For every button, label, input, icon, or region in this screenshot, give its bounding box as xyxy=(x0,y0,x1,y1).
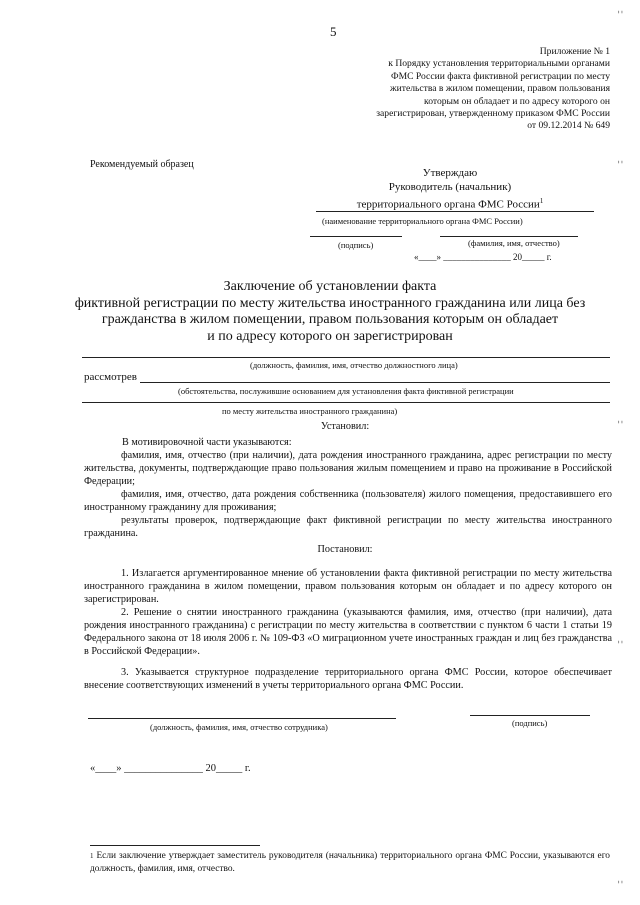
edge-mark: :: xyxy=(616,640,626,644)
title-line: фиктивной регистрации по месту жительства иностранного гражданина или лица без xyxy=(74,295,586,311)
appendix-line: жительства в жилом помещении, правом пользования xyxy=(390,83,610,95)
resolved-item: 1. Излагается аргументированное мнение об установлении факта фиктивной регистрации по месту жительства иностранного гражданина в жилом помещении, правом пользования которым он обладает и по адресу которого он зарегистрирован. xyxy=(84,568,612,605)
signature-caption: (подпись) xyxy=(338,240,374,250)
established-heading: Установил: xyxy=(320,421,370,432)
appendix-header xyxy=(300,46,610,133)
title-line: гражданства в жилом помещении, правом пользования которым он обладает xyxy=(101,312,559,327)
circumstances-caption: (обстоятельства, послужившие основанием для установления факта фиктивной регистрации xyxy=(178,386,514,396)
approval-line: Утверждаю xyxy=(422,167,478,179)
bottom-date: «____» _______________ 20_____ г. xyxy=(90,763,251,774)
edge-mark: :: xyxy=(616,10,626,14)
official-caption: (должность, фамилия, имя, отчество должностного лица) xyxy=(250,360,458,370)
approval-block xyxy=(320,166,580,212)
edge-mark: :: xyxy=(616,160,626,164)
title-line: и по адресу которого он зарегистрирован xyxy=(207,328,453,344)
footnote-mark: 1 xyxy=(90,852,94,860)
appendix-line: которым он обладает и по адресу которого он xyxy=(424,95,610,107)
page-number: 5 xyxy=(330,24,337,39)
circumstances-line xyxy=(140,382,610,383)
org-name-caption: (наименование территориального органа ФМС России) xyxy=(322,216,523,226)
footnote-separator xyxy=(90,845,260,846)
appendix-line: от 09.12.2014 № 649 xyxy=(527,120,610,132)
motive-item: фамилия, имя, отчество (при наличии), дата рождения иностранного гражданина, адрес регистрации по месту жительства, документы, подтверждающие право пользования жилым помещением и право на проживание в Российской Федерации; xyxy=(84,450,612,487)
signature-line xyxy=(310,236,402,237)
appendix-line: ФМС России факта фиктивной регистрации по месту xyxy=(391,70,610,82)
document-title xyxy=(60,279,600,345)
footnote xyxy=(90,850,610,876)
signature-line-2 xyxy=(470,715,590,716)
signature-caption-2: (подпись) xyxy=(512,718,548,728)
edge-mark: :: xyxy=(616,420,626,424)
recommended-sample-label: Рекомендуемый образец xyxy=(90,159,194,170)
approval-date: «____» _______________ 20_____ г. xyxy=(414,252,552,262)
resolved-heading: Постановил: xyxy=(317,544,373,555)
approval-line: Руководитель (начальник) xyxy=(388,181,512,193)
approver-name-caption: (фамилия, имя, отчество) xyxy=(468,238,560,248)
appendix-line: к Порядку установления территориальными органами xyxy=(388,58,610,70)
circumstances-line-2 xyxy=(82,402,610,403)
approver-name-line xyxy=(440,236,578,237)
residence-caption: по месту жительства иностранного гражданина) xyxy=(222,406,398,416)
appendix-line: Приложение № 1 xyxy=(539,46,610,57)
resolved-item: 3. Указывается структурное подразделение территориального органа ФМС России, которое обеспечивает внесение соответствующих изменений в учеты территориального органа ФМС России. xyxy=(84,667,612,691)
footnote-ref: 1 xyxy=(539,197,544,205)
title-line: Заключение об установлении факта xyxy=(223,279,437,294)
official-line xyxy=(82,357,610,358)
edge-mark: :: xyxy=(616,880,626,884)
footnote-text: Если заключение утверждает заместитель руководителя (начальника) территориального органа ФМС России, указываются его должность, фамилия, имя, отчество. xyxy=(90,851,610,874)
approval-line xyxy=(320,194,580,212)
motive-item: результаты проверок, подтверждающие факт фиктивной регистрации по месту жительства иностранного гражданина. xyxy=(84,515,612,539)
motive-item: фамилия, имя, отчество, дата рождения собственника (пользователя) жилого помещения, предоставившего его иностранному гражданину для проживания; xyxy=(84,489,612,513)
considered-label: рассмотрев xyxy=(84,371,137,383)
approval-line-text: территориального органа ФМС России xyxy=(356,198,540,211)
appendix-line: зарегистрирован, утвержденному приказом ФМС России xyxy=(376,108,610,120)
org-name-line xyxy=(316,211,594,212)
motive-intro: В мотивировочной части указываются: xyxy=(122,437,292,448)
employee-line xyxy=(88,718,396,719)
employee-caption: (должность, фамилия, имя, отчество сотрудника) xyxy=(150,722,328,732)
resolved-item: 2. Решение о снятии иностранного гражданина (указываются фамилия, имя, отчество (при наличии), дата рождения иностранного гражданина) с регистрации по месту жительства в соответствии с пунктом 6 части 1 статьи 19 Федерального закона от 18 июля 2006 г. № 109-ФЗ «О миграционном учете иностранных граждан и лиц без гражданства в Российской Федерации». xyxy=(84,607,612,657)
